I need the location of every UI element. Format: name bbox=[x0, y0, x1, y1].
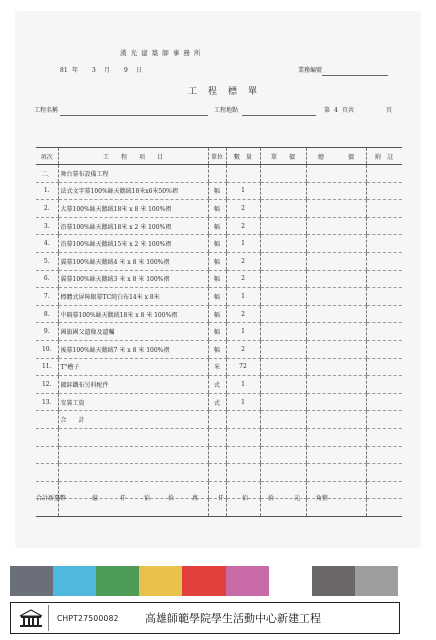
table-row bbox=[36, 358, 402, 376]
date-day: 9 bbox=[124, 67, 128, 74]
row-total-price bbox=[306, 446, 366, 464]
row-note bbox=[366, 288, 402, 306]
site-line bbox=[242, 115, 316, 116]
row-total-price bbox=[306, 358, 366, 376]
table-row bbox=[36, 235, 402, 253]
row-total-price bbox=[306, 288, 366, 306]
total-word-unit: 拾 bbox=[268, 495, 275, 502]
table-row bbox=[36, 323, 402, 341]
table-row bbox=[36, 288, 402, 306]
row-note bbox=[366, 499, 402, 517]
row-qty: 1 bbox=[226, 235, 260, 253]
row-note bbox=[366, 323, 402, 341]
row-note bbox=[366, 358, 402, 376]
page-label: 第 bbox=[324, 107, 331, 114]
table-row bbox=[36, 464, 402, 482]
site-label: 工程地點 bbox=[214, 107, 239, 114]
row-unit bbox=[208, 165, 226, 183]
bid-table bbox=[36, 147, 402, 517]
row-note bbox=[366, 411, 402, 429]
row-total-price bbox=[306, 165, 366, 183]
color-swatch bbox=[312, 566, 355, 596]
table-header-row bbox=[36, 148, 402, 165]
table-row bbox=[36, 200, 402, 218]
date-year: 81 bbox=[60, 67, 68, 74]
row-item: 舞台幕布設備工程 bbox=[58, 165, 208, 183]
row-item: T"槽子 bbox=[58, 358, 208, 376]
row-qty: 2 bbox=[226, 270, 260, 288]
table-row bbox=[36, 428, 402, 446]
project-name-line bbox=[60, 115, 208, 116]
row-unit bbox=[208, 464, 226, 482]
row-unit: 幅 bbox=[208, 200, 226, 218]
row-unit: 幅 bbox=[208, 217, 226, 235]
row-number: 3. bbox=[36, 217, 58, 235]
total-words-label: 合計新臺幣 bbox=[36, 495, 67, 502]
row-item bbox=[58, 481, 208, 499]
color-swatch bbox=[96, 566, 139, 596]
row-item bbox=[58, 428, 208, 446]
color-swatch bbox=[182, 566, 225, 596]
row-item: 合 計 bbox=[58, 411, 208, 429]
color-swatch bbox=[139, 566, 182, 596]
row-unit: 幅 bbox=[208, 340, 226, 358]
table-row bbox=[36, 411, 402, 429]
row-note bbox=[366, 481, 402, 499]
row-unit: 幅 bbox=[208, 182, 226, 200]
total-word-unit: 拾 bbox=[168, 495, 175, 502]
row-number: 5. bbox=[36, 252, 58, 270]
row-unit: 式 bbox=[208, 376, 226, 394]
row-unit: 幅 bbox=[208, 235, 226, 253]
row-note bbox=[366, 200, 402, 218]
row-qty bbox=[226, 446, 260, 464]
row-unit: 式 bbox=[208, 393, 226, 411]
row-item: 沿幕100%絲天鵝絨15米 x 2 米 100%褶 bbox=[58, 235, 208, 253]
row-qty bbox=[226, 411, 260, 429]
row-unit-price bbox=[260, 358, 306, 376]
row-total-price bbox=[306, 340, 366, 358]
row-qty: 1 bbox=[226, 323, 260, 341]
row-number: 6. bbox=[36, 270, 58, 288]
row-note bbox=[366, 235, 402, 253]
table-row bbox=[36, 217, 402, 235]
date-year-unit: 年 bbox=[72, 67, 79, 74]
row-unit: 幅 bbox=[208, 305, 226, 323]
row-unit-price bbox=[260, 428, 306, 446]
row-total-price bbox=[306, 428, 366, 446]
row-unit-price bbox=[260, 182, 306, 200]
row-unit-price bbox=[260, 393, 306, 411]
row-note bbox=[366, 270, 402, 288]
total-word-unit: 元 bbox=[294, 495, 301, 502]
col-header-item: 工 程 項 目 bbox=[58, 148, 208, 165]
row-unit-price bbox=[260, 376, 306, 394]
table-row bbox=[36, 340, 402, 358]
archive-title: 高雄師範學院學生活動中心新建工程 bbox=[145, 612, 321, 625]
row-number: 12. bbox=[36, 376, 58, 394]
row-total-price bbox=[306, 499, 366, 517]
row-unit: 幅 bbox=[208, 252, 226, 270]
row-qty: 2 bbox=[226, 217, 260, 235]
table-row bbox=[36, 165, 402, 183]
row-qty bbox=[226, 428, 260, 446]
row-item bbox=[58, 446, 208, 464]
total-word-unit: 角整 bbox=[316, 495, 329, 502]
archive-code: CHPT27500082 bbox=[57, 613, 119, 623]
color-swatch bbox=[226, 566, 269, 596]
row-total-price bbox=[306, 393, 366, 411]
row-number: 8. bbox=[36, 305, 58, 323]
row-total-price bbox=[306, 481, 366, 499]
row-number: 11. bbox=[36, 358, 58, 376]
date-month-unit: 月 bbox=[104, 67, 111, 74]
row-total-price bbox=[306, 464, 366, 482]
row-total-price bbox=[306, 376, 366, 394]
form-title: 工 程 標 單 bbox=[188, 87, 259, 97]
table-row bbox=[36, 376, 402, 394]
row-item: 安裝工資 bbox=[58, 393, 208, 411]
row-unit-price bbox=[260, 200, 306, 218]
row-total-price bbox=[306, 235, 366, 253]
row-qty bbox=[226, 165, 260, 183]
row-item: 沿幕100%絲天鵝絨18米 x 2 米 100%褶 bbox=[58, 217, 208, 235]
row-total-price bbox=[306, 323, 366, 341]
total-word-unit: 仟 bbox=[120, 495, 127, 502]
col-header-no: 項次 bbox=[36, 148, 58, 165]
row-total-price bbox=[306, 411, 366, 429]
row-note bbox=[366, 182, 402, 200]
row-note bbox=[366, 340, 402, 358]
row-total-price bbox=[306, 270, 366, 288]
table-row bbox=[36, 393, 402, 411]
row-unit-price bbox=[260, 270, 306, 288]
row-item: 翼幕100%絲天鵝絨4 米 x 8 米 100%褶 bbox=[58, 252, 208, 270]
row-unit-price bbox=[260, 464, 306, 482]
row-number bbox=[36, 464, 58, 482]
row-number: 9. bbox=[36, 323, 58, 341]
page-number: 4 bbox=[334, 107, 338, 114]
row-number bbox=[36, 411, 58, 429]
document-sheet bbox=[16, 12, 420, 547]
row-number: 1. bbox=[36, 182, 58, 200]
color-swatch bbox=[10, 566, 53, 596]
col-header-unit-price: 單 價 bbox=[260, 148, 306, 165]
row-number: 2. bbox=[36, 200, 58, 218]
row-item bbox=[58, 464, 208, 482]
row-item: 標體式屏障銀幕TC純白布14米 x 8米 bbox=[58, 288, 208, 306]
row-qty bbox=[226, 464, 260, 482]
table-row bbox=[36, 446, 402, 464]
color-swatch bbox=[269, 566, 312, 596]
date-day-unit: 日 bbox=[136, 67, 143, 74]
row-unit-price bbox=[260, 165, 306, 183]
color-swatch bbox=[355, 566, 398, 596]
row-total-price bbox=[306, 305, 366, 323]
page-end-label: 頁 bbox=[386, 107, 393, 114]
row-unit-price bbox=[260, 217, 306, 235]
project-name-label: 工程名稱 bbox=[34, 107, 59, 114]
row-qty: 2 bbox=[226, 305, 260, 323]
total-word-unit: 佰 bbox=[144, 495, 151, 502]
date-month: 3 bbox=[92, 67, 96, 74]
row-number: 4. bbox=[36, 235, 58, 253]
total-word-unit: 佰 bbox=[242, 495, 249, 502]
row-unit: 幅 bbox=[208, 270, 226, 288]
row-note bbox=[366, 393, 402, 411]
row-unit-price bbox=[260, 323, 306, 341]
table-row bbox=[36, 252, 402, 270]
business-no-line bbox=[322, 75, 388, 76]
row-unit bbox=[208, 428, 226, 446]
col-header-note: 附 註 bbox=[366, 148, 402, 165]
total-word-unit: 仟 bbox=[218, 495, 225, 502]
firm-name: 漢 光 建 築 師 事 務 所 bbox=[120, 49, 202, 57]
row-total-price bbox=[306, 182, 366, 200]
total-word-unit: 億 bbox=[92, 495, 99, 502]
row-note bbox=[366, 252, 402, 270]
row-qty: 72 bbox=[226, 358, 260, 376]
table-row bbox=[36, 182, 402, 200]
row-number bbox=[36, 428, 58, 446]
row-qty: 2 bbox=[226, 340, 260, 358]
row-unit-price bbox=[260, 235, 306, 253]
row-qty: 2 bbox=[226, 200, 260, 218]
row-note bbox=[366, 464, 402, 482]
row-item: 後幕100%絲天鵝絨7 米 x 8 米 100%褶 bbox=[58, 340, 208, 358]
col-header-qty: 數 量 bbox=[226, 148, 260, 165]
color-calibration-strip bbox=[10, 566, 398, 596]
row-qty: 1 bbox=[226, 288, 260, 306]
row-number: 13. bbox=[36, 393, 58, 411]
row-total-price bbox=[306, 217, 366, 235]
row-item: 翼幕100%絲天鵝絨3 米 x 8 米 100%褶 bbox=[58, 270, 208, 288]
row-qty: 2 bbox=[226, 252, 260, 270]
row-note bbox=[366, 446, 402, 464]
row-unit bbox=[208, 446, 226, 464]
col-header-unit: 單位 bbox=[208, 148, 226, 165]
row-item bbox=[58, 499, 208, 517]
row-qty: 1 bbox=[226, 376, 260, 394]
row-unit-price bbox=[260, 446, 306, 464]
row-unit: 幅 bbox=[208, 323, 226, 341]
row-item: 國旗國父遺像及遺囑 bbox=[58, 323, 208, 341]
row-note bbox=[366, 217, 402, 235]
row-unit-price bbox=[260, 288, 306, 306]
row-note bbox=[366, 428, 402, 446]
total-word-unit: 萬 bbox=[192, 495, 199, 502]
row-item: 鍍鋅鐵布另料配件 bbox=[58, 376, 208, 394]
row-unit: 幅 bbox=[208, 288, 226, 306]
row-number: 7. bbox=[36, 288, 58, 306]
row-total-price bbox=[306, 200, 366, 218]
table-row bbox=[36, 305, 402, 323]
row-item: 法式文字幕100%絲天鵝絨18米x6米50%褶 bbox=[58, 182, 208, 200]
row-unit-price bbox=[260, 411, 306, 429]
table-row bbox=[36, 270, 402, 288]
building-logo-icon bbox=[14, 605, 49, 631]
row-number: 10. bbox=[36, 340, 58, 358]
row-number: 二、 bbox=[36, 165, 58, 183]
row-total-price bbox=[306, 252, 366, 270]
row-unit bbox=[208, 411, 226, 429]
row-unit-price bbox=[260, 305, 306, 323]
page-total-label: 頁共 bbox=[342, 107, 355, 114]
row-note bbox=[366, 165, 402, 183]
row-qty: 1 bbox=[226, 393, 260, 411]
business-no-label: 業務編號 bbox=[298, 67, 323, 74]
row-item: 大幕100%絲天鵝絨18米 x 8 米 100%褶 bbox=[58, 200, 208, 218]
row-note bbox=[366, 376, 402, 394]
row-unit-price bbox=[260, 340, 306, 358]
color-swatch bbox=[53, 566, 96, 596]
col-header-total-price: 總 價 bbox=[306, 148, 366, 165]
row-item: 中隔幕100%絲天鵝絨18米 x 8 米 100%褶 bbox=[58, 305, 208, 323]
row-unit: 米 bbox=[208, 358, 226, 376]
row-note bbox=[366, 305, 402, 323]
archive-caption-bar bbox=[10, 602, 400, 634]
row-qty: 1 bbox=[226, 182, 260, 200]
row-number bbox=[36, 446, 58, 464]
row-unit-price bbox=[260, 252, 306, 270]
